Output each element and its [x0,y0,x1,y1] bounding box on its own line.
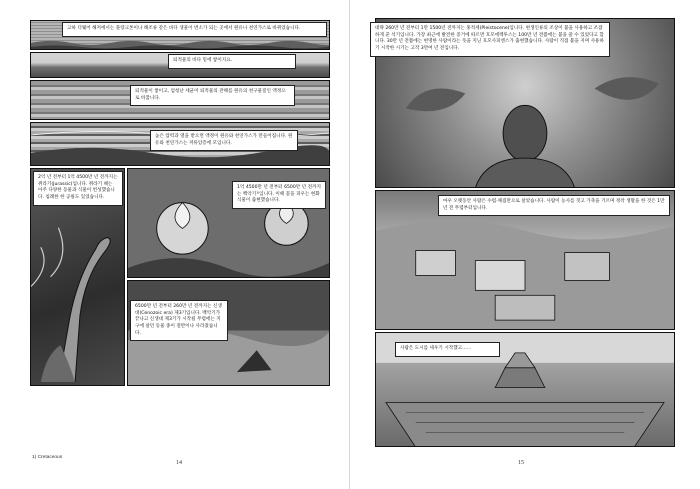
caption-sediment: 퇴적물의 바다 밑에 쌓이지요. [168,54,296,69]
page-number-left: 14 [176,460,182,466]
footnote: 1) Cretaceous [32,455,63,460]
caption-city: 사람은 도시를 세우기 시작했고…… [395,342,500,357]
caption-agriculture: 마우 오랫동안 사람은 수렵·채집만으로 살았습니다. 사람이 농사를 짓고 가축을 기르며 정착 생활을 한 것은 1만 년 전 무렵부터입니다. [438,195,670,216]
caption-reservoir: 높은 압력과 열을 받으면 액정이 원유와 천연가스가 만들어집니다. 원유와 천연가스는 저류암층에 모입니다. [150,130,298,151]
caption-marine-life: 고하 더웨어 해저에서는 플랑크톤이나 해조류 같은 바다 생물이 번소가 되는 곳에서 원유나 천연가스로 바뀌었습니다. [62,22,327,37]
caption-jurassic: 2억 년 전부터 1억 4500만 년 전까지는 쥐라기(Jurassic)입니다. 쥐라기 때는 아주 다양한 동물과 식물이 번성했습니다. 침례한 한 공룡도 있었습니다. [33,171,123,206]
caption-cenozoic: 6500만 년 전부터 260만 년 전까지는 신생대(Cenozoic era) 제3기입니다. 백악기가 끝나고 신생대 제3기가 시작될 무렵에는 지구에 살던 동물 종이 절반이나 사라졌습니다. [130,300,228,341]
caption-kerogen: 퇴적물이 쌓이고, 엄청난 세균이 퇴적물의 잔해를 원유의 천구물질인 액정으로 바꿉니다. [130,85,295,106]
right-page [350,0,700,489]
caption-pleistocene: 대략 260만 년 전부터 1만 1500년 전까지는 홍적세(Pleistocene)입니다. 현생인류의 조상이 불을 사용하고 조잡하게 꾼 석기입니다. 가장 최근에 발견한 증거에 따르면 호모에렉투스는 100만 년 전쯤에는 불을 쓸 수 있었다고 합니다. 30만 년 전쯤에는 현명한 사람이라는 뜻을 지닌 호모사피엔스가 출현했습니다. 사람이 직접 불을 지며 사용하기 시작한 시기는 고작 3만여 년 전입니다. [370,22,610,57]
page-number-right: 15 [518,460,524,466]
caption-cretaceous: 1억 4500만 년 전부터 6500만 년 전까지는 백악기¹⁾입니다. 이때 꽃을 피우는 현화식물이 출현했습니다. [232,181,326,209]
